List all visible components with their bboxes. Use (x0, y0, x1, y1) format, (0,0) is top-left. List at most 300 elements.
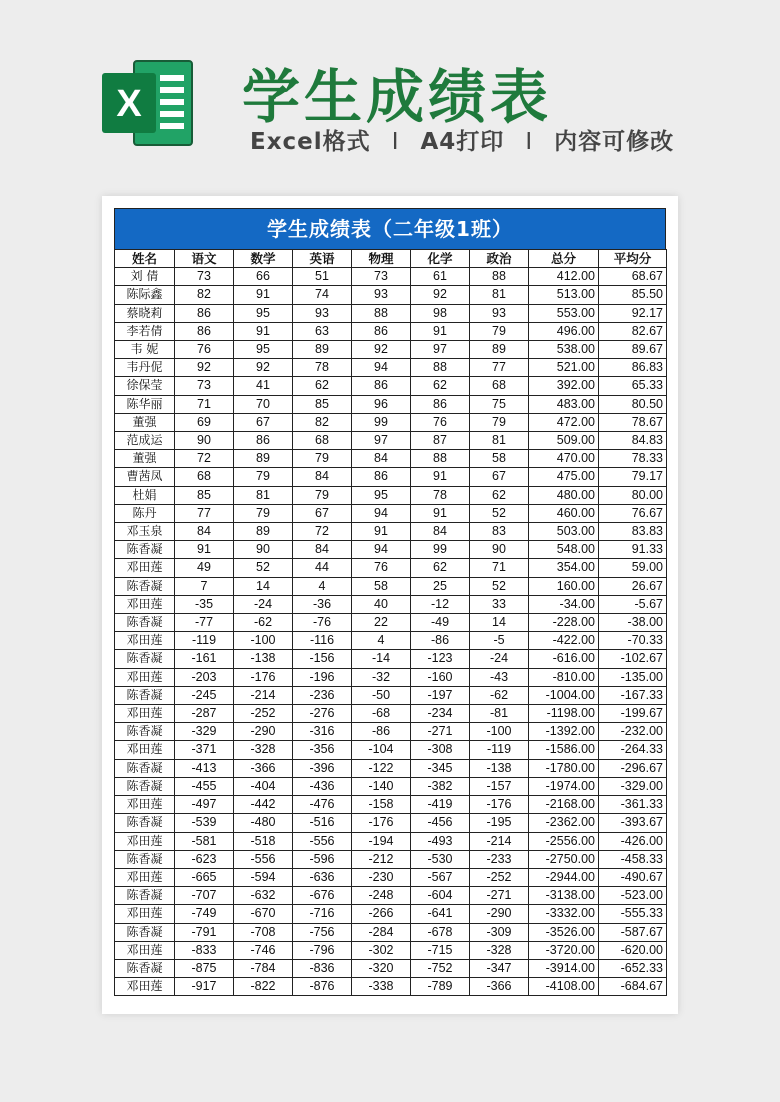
score-cell[interactable]: -316 (293, 723, 352, 741)
score-cell[interactable]: 51 (293, 268, 352, 286)
score-cell[interactable]: 62 (411, 377, 470, 395)
student-name-cell[interactable]: 邓田莲 (115, 668, 175, 686)
score-cell[interactable]: 82 (293, 413, 352, 431)
score-cell[interactable]: -86 (352, 723, 411, 741)
score-cell[interactable]: -140 (352, 777, 411, 795)
score-cell[interactable]: -68 (352, 705, 411, 723)
score-cell[interactable]: 86 (352, 322, 411, 340)
score-cell[interactable]: 80.00 (599, 486, 667, 504)
score-cell[interactable]: 84 (175, 523, 234, 541)
score-cell[interactable]: 475.00 (529, 468, 599, 486)
score-cell[interactable]: 33 (470, 595, 529, 613)
score-cell[interactable]: 96 (352, 395, 411, 413)
score-cell[interactable]: 94 (352, 359, 411, 377)
score-cell[interactable]: 553.00 (529, 304, 599, 322)
student-name-cell[interactable]: 陈香凝 (115, 814, 175, 832)
score-cell[interactable]: 73 (352, 268, 411, 286)
score-cell[interactable]: -393.67 (599, 814, 667, 832)
score-cell[interactable]: -3526.00 (529, 923, 599, 941)
score-cell[interactable]: -1974.00 (529, 777, 599, 795)
score-cell[interactable]: 99 (352, 413, 411, 431)
score-cell[interactable]: -2750.00 (529, 850, 599, 868)
score-cell[interactable]: 94 (352, 541, 411, 559)
score-cell[interactable]: 90 (470, 541, 529, 559)
score-cell[interactable]: -708 (234, 923, 293, 941)
student-name-cell[interactable]: 陈香凝 (115, 541, 175, 559)
score-cell[interactable]: 58 (470, 450, 529, 468)
score-cell[interactable]: -652.33 (599, 959, 667, 977)
score-cell[interactable]: -2556.00 (529, 832, 599, 850)
score-cell[interactable]: -197 (411, 686, 470, 704)
score-cell[interactable]: -1780.00 (529, 759, 599, 777)
score-cell[interactable]: 76.67 (599, 504, 667, 522)
score-cell[interactable]: 79 (293, 450, 352, 468)
score-cell[interactable]: -715 (411, 941, 470, 959)
score-cell[interactable]: 77 (175, 504, 234, 522)
score-cell[interactable]: -233 (470, 850, 529, 868)
score-cell[interactable]: 91 (234, 286, 293, 304)
score-cell[interactable]: 392.00 (529, 377, 599, 395)
score-cell[interactable]: 98 (411, 304, 470, 322)
student-name-cell[interactable]: 邓田莲 (115, 868, 175, 886)
score-cell[interactable]: 73 (175, 268, 234, 286)
score-cell[interactable]: -12 (411, 595, 470, 613)
score-cell[interactable]: -287 (175, 705, 234, 723)
student-name-cell[interactable]: 陈华丽 (115, 395, 175, 413)
score-cell[interactable]: 89 (293, 341, 352, 359)
score-cell[interactable]: 52 (234, 559, 293, 577)
score-cell[interactable]: -480 (234, 814, 293, 832)
score-cell[interactable]: -436 (293, 777, 352, 795)
student-name-cell[interactable]: 邓田莲 (115, 905, 175, 923)
score-cell[interactable]: -245 (175, 686, 234, 704)
score-cell[interactable]: 99 (411, 541, 470, 559)
score-cell[interactable]: -264.33 (599, 741, 667, 759)
score-cell[interactable]: -100 (234, 632, 293, 650)
score-cell[interactable]: 89 (234, 450, 293, 468)
score-cell[interactable]: -50 (352, 686, 411, 704)
score-cell[interactable]: -116 (293, 632, 352, 650)
student-name-cell[interactable]: 陈丹 (115, 504, 175, 522)
score-cell[interactable]: -160 (411, 668, 470, 686)
score-cell[interactable]: 95 (352, 486, 411, 504)
score-cell[interactable]: 81 (470, 286, 529, 304)
student-name-cell[interactable]: 刘 倩 (115, 268, 175, 286)
score-cell[interactable]: -38.00 (599, 614, 667, 632)
score-cell[interactable]: -329.00 (599, 777, 667, 795)
score-cell[interactable]: -234 (411, 705, 470, 723)
score-cell[interactable]: 81 (470, 432, 529, 450)
score-cell[interactable]: -587.67 (599, 923, 667, 941)
score-cell[interactable]: 14 (470, 614, 529, 632)
score-cell[interactable]: -70.33 (599, 632, 667, 650)
score-cell[interactable]: -917 (175, 978, 234, 996)
student-name-cell[interactable]: 邓田莲 (115, 559, 175, 577)
score-cell[interactable]: 93 (352, 286, 411, 304)
score-cell[interactable]: 83.83 (599, 523, 667, 541)
score-cell[interactable]: 86 (234, 432, 293, 450)
score-cell[interactable]: -1586.00 (529, 741, 599, 759)
score-cell[interactable]: -135.00 (599, 668, 667, 686)
score-cell[interactable]: 87 (411, 432, 470, 450)
student-name-cell[interactable]: 李若倩 (115, 322, 175, 340)
score-cell[interactable]: -382 (411, 777, 470, 795)
score-cell[interactable]: 94 (352, 504, 411, 522)
student-name-cell[interactable]: 邓田莲 (115, 796, 175, 814)
score-cell[interactable]: -195 (470, 814, 529, 832)
score-cell[interactable]: 49 (175, 559, 234, 577)
score-cell[interactable]: 86 (175, 322, 234, 340)
score-cell[interactable]: 73 (175, 377, 234, 395)
score-cell[interactable]: 412.00 (529, 268, 599, 286)
score-cell[interactable]: -670 (234, 905, 293, 923)
score-cell[interactable]: -456 (411, 814, 470, 832)
score-cell[interactable]: -366 (470, 978, 529, 996)
score-cell[interactable]: 84 (293, 541, 352, 559)
score-cell[interactable]: -345 (411, 759, 470, 777)
score-cell[interactable]: 81 (234, 486, 293, 504)
score-cell[interactable]: 496.00 (529, 322, 599, 340)
score-cell[interactable]: -632 (234, 887, 293, 905)
score-cell[interactable]: -176 (470, 796, 529, 814)
score-cell[interactable]: 79 (470, 322, 529, 340)
student-name-cell[interactable]: 陈香凝 (115, 614, 175, 632)
score-cell[interactable]: 63 (293, 322, 352, 340)
score-cell[interactable]: 86.83 (599, 359, 667, 377)
score-cell[interactable]: -641 (411, 905, 470, 923)
score-cell[interactable]: -458.33 (599, 850, 667, 868)
score-cell[interactable]: -676 (293, 887, 352, 905)
score-cell[interactable]: 7 (175, 577, 234, 595)
score-cell[interactable]: 67 (293, 504, 352, 522)
score-cell[interactable]: 97 (411, 341, 470, 359)
score-cell[interactable]: -875 (175, 959, 234, 977)
score-cell[interactable]: 79 (234, 504, 293, 522)
student-name-cell[interactable]: 蔡晓莉 (115, 304, 175, 322)
student-name-cell[interactable]: 邓玉泉 (115, 523, 175, 541)
score-cell[interactable]: -77 (175, 614, 234, 632)
score-cell[interactable]: -62 (470, 686, 529, 704)
score-cell[interactable]: -14 (352, 650, 411, 668)
score-cell[interactable]: 83 (470, 523, 529, 541)
score-cell[interactable]: -232.00 (599, 723, 667, 741)
score-cell[interactable]: 68.67 (599, 268, 667, 286)
score-cell[interactable]: -302 (352, 941, 411, 959)
score-cell[interactable]: 91 (411, 468, 470, 486)
student-name-cell[interactable]: 范成运 (115, 432, 175, 450)
student-name-cell[interactable]: 陈香凝 (115, 723, 175, 741)
score-cell[interactable]: 92.17 (599, 304, 667, 322)
score-cell[interactable]: -24 (470, 650, 529, 668)
score-cell[interactable]: 93 (293, 304, 352, 322)
score-cell[interactable]: -119 (175, 632, 234, 650)
score-cell[interactable]: -228.00 (529, 614, 599, 632)
score-cell[interactable]: 77 (470, 359, 529, 377)
score-cell[interactable]: 84 (411, 523, 470, 541)
score-cell[interactable]: 92 (175, 359, 234, 377)
score-cell[interactable]: -366 (234, 759, 293, 777)
score-cell[interactable]: -523.00 (599, 887, 667, 905)
score-cell[interactable]: 91 (352, 523, 411, 541)
student-name-cell[interactable]: 杜娟 (115, 486, 175, 504)
score-cell[interactable]: 91.33 (599, 541, 667, 559)
score-cell[interactable]: -716 (293, 905, 352, 923)
score-cell[interactable]: -196 (293, 668, 352, 686)
score-cell[interactable]: -157 (470, 777, 529, 795)
score-cell[interactable]: 91 (411, 322, 470, 340)
score-cell[interactable]: 79 (234, 468, 293, 486)
score-cell[interactable]: 88 (352, 304, 411, 322)
score-cell[interactable]: 85 (175, 486, 234, 504)
score-cell[interactable]: -678 (411, 923, 470, 941)
score-cell[interactable]: 472.00 (529, 413, 599, 431)
score-cell[interactable]: 41 (234, 377, 293, 395)
score-cell[interactable]: 78.33 (599, 450, 667, 468)
score-cell[interactable]: -138 (470, 759, 529, 777)
score-cell[interactable]: -328 (234, 741, 293, 759)
score-cell[interactable]: 69 (175, 413, 234, 431)
score-cell[interactable]: 62 (293, 377, 352, 395)
score-cell[interactable]: -746 (234, 941, 293, 959)
student-name-cell[interactable]: 陈香凝 (115, 887, 175, 905)
score-cell[interactable]: -665 (175, 868, 234, 886)
score-cell[interactable]: -426.00 (599, 832, 667, 850)
score-cell[interactable]: -684.67 (599, 978, 667, 996)
student-name-cell[interactable]: 陈际鑫 (115, 286, 175, 304)
score-cell[interactable]: -100 (470, 723, 529, 741)
score-cell[interactable]: -176 (234, 668, 293, 686)
score-cell[interactable]: -518 (234, 832, 293, 850)
score-cell[interactable]: -530 (411, 850, 470, 868)
score-cell[interactable]: 71 (175, 395, 234, 413)
score-cell[interactable]: 62 (470, 486, 529, 504)
score-cell[interactable]: -1392.00 (529, 723, 599, 741)
score-cell[interactable]: -3332.00 (529, 905, 599, 923)
score-cell[interactable]: 71 (470, 559, 529, 577)
score-cell[interactable]: -707 (175, 887, 234, 905)
score-cell[interactable]: -212 (352, 850, 411, 868)
student-name-cell[interactable]: 陈香凝 (115, 923, 175, 941)
score-cell[interactable]: -266 (352, 905, 411, 923)
score-cell[interactable]: 513.00 (529, 286, 599, 304)
score-cell[interactable]: -296.67 (599, 759, 667, 777)
score-cell[interactable]: 80.50 (599, 395, 667, 413)
score-cell[interactable]: 84 (293, 468, 352, 486)
score-cell[interactable]: -271 (411, 723, 470, 741)
score-cell[interactable]: -594 (234, 868, 293, 886)
score-cell[interactable]: -248 (352, 887, 411, 905)
score-cell[interactable]: -493 (411, 832, 470, 850)
score-cell[interactable]: -5.67 (599, 595, 667, 613)
score-cell[interactable]: -556 (234, 850, 293, 868)
score-cell[interactable]: -199.67 (599, 705, 667, 723)
score-cell[interactable]: -752 (411, 959, 470, 977)
score-cell[interactable]: -789 (411, 978, 470, 996)
student-name-cell[interactable]: 董强 (115, 450, 175, 468)
score-cell[interactable]: -5 (470, 632, 529, 650)
score-cell[interactable]: -636 (293, 868, 352, 886)
student-name-cell[interactable]: 陈香凝 (115, 686, 175, 704)
score-cell[interactable]: -43 (470, 668, 529, 686)
score-cell[interactable]: 79.17 (599, 468, 667, 486)
score-cell[interactable]: -455 (175, 777, 234, 795)
score-cell[interactable]: -2362.00 (529, 814, 599, 832)
score-cell[interactable]: 62 (411, 559, 470, 577)
score-cell[interactable]: -3914.00 (529, 959, 599, 977)
score-cell[interactable]: 58 (352, 577, 411, 595)
score-cell[interactable]: -309 (470, 923, 529, 941)
student-name-cell[interactable]: 陈香凝 (115, 650, 175, 668)
score-cell[interactable]: -623 (175, 850, 234, 868)
score-cell[interactable]: 503.00 (529, 523, 599, 541)
score-cell[interactable]: 160.00 (529, 577, 599, 595)
score-cell[interactable]: -123 (411, 650, 470, 668)
score-cell[interactable]: 40 (352, 595, 411, 613)
score-cell[interactable]: 70 (234, 395, 293, 413)
student-name-cell[interactable]: 陈香凝 (115, 777, 175, 795)
score-cell[interactable]: 91 (234, 322, 293, 340)
score-cell[interactable]: -4108.00 (529, 978, 599, 996)
score-cell[interactable]: 75 (470, 395, 529, 413)
score-cell[interactable]: 89 (234, 523, 293, 541)
score-cell[interactable]: 86 (175, 304, 234, 322)
score-cell[interactable]: 84.83 (599, 432, 667, 450)
score-cell[interactable]: -2168.00 (529, 796, 599, 814)
score-cell[interactable]: 92 (234, 359, 293, 377)
score-cell[interactable]: -419 (411, 796, 470, 814)
score-cell[interactable]: 72 (175, 450, 234, 468)
score-cell[interactable]: -176 (352, 814, 411, 832)
student-name-cell[interactable]: 曹茜凤 (115, 468, 175, 486)
score-cell[interactable]: 25 (411, 577, 470, 595)
student-name-cell[interactable]: 董强 (115, 413, 175, 431)
score-cell[interactable]: 82.67 (599, 322, 667, 340)
score-cell[interactable]: -604 (411, 887, 470, 905)
score-cell[interactable]: -756 (293, 923, 352, 941)
score-cell[interactable]: 88 (470, 268, 529, 286)
score-cell[interactable]: -749 (175, 905, 234, 923)
score-cell[interactable]: 4 (352, 632, 411, 650)
score-cell[interactable]: -784 (234, 959, 293, 977)
score-cell[interactable]: -822 (234, 978, 293, 996)
score-cell[interactable]: -320 (352, 959, 411, 977)
score-cell[interactable]: -796 (293, 941, 352, 959)
score-cell[interactable]: -86 (411, 632, 470, 650)
score-cell[interactable]: 68 (175, 468, 234, 486)
score-cell[interactable]: -119 (470, 741, 529, 759)
score-cell[interactable]: -371 (175, 741, 234, 759)
score-cell[interactable]: -290 (234, 723, 293, 741)
score-cell[interactable]: -1004.00 (529, 686, 599, 704)
score-cell[interactable]: -230 (352, 868, 411, 886)
score-cell[interactable]: -36 (293, 595, 352, 613)
student-name-cell[interactable]: 韦丹伲 (115, 359, 175, 377)
score-cell[interactable]: 470.00 (529, 450, 599, 468)
score-cell[interactable]: 76 (175, 341, 234, 359)
score-cell[interactable]: -76 (293, 614, 352, 632)
score-cell[interactable]: 22 (352, 614, 411, 632)
score-cell[interactable]: 521.00 (529, 359, 599, 377)
score-cell[interactable]: -539 (175, 814, 234, 832)
student-name-cell[interactable]: 邓田莲 (115, 632, 175, 650)
score-cell[interactable]: 88 (411, 450, 470, 468)
score-cell[interactable]: -581 (175, 832, 234, 850)
score-cell[interactable]: -34.00 (529, 595, 599, 613)
score-cell[interactable]: -156 (293, 650, 352, 668)
score-cell[interactable]: 95 (234, 341, 293, 359)
score-cell[interactable]: 93 (470, 304, 529, 322)
score-cell[interactable]: 76 (352, 559, 411, 577)
score-cell[interactable]: 483.00 (529, 395, 599, 413)
score-cell[interactable]: -476 (293, 796, 352, 814)
score-cell[interactable]: -2944.00 (529, 868, 599, 886)
score-cell[interactable]: 354.00 (529, 559, 599, 577)
score-cell[interactable]: -490.67 (599, 868, 667, 886)
score-cell[interactable]: -516 (293, 814, 352, 832)
score-cell[interactable]: -194 (352, 832, 411, 850)
score-cell[interactable]: -404 (234, 777, 293, 795)
score-cell[interactable]: -596 (293, 850, 352, 868)
score-cell[interactable]: -236 (293, 686, 352, 704)
student-name-cell[interactable]: 陈香凝 (115, 850, 175, 868)
score-cell[interactable]: 79 (293, 486, 352, 504)
score-cell[interactable]: -3138.00 (529, 887, 599, 905)
score-cell[interactable]: -252 (470, 868, 529, 886)
score-cell[interactable]: -361.33 (599, 796, 667, 814)
score-cell[interactable]: 91 (411, 504, 470, 522)
score-cell[interactable]: 509.00 (529, 432, 599, 450)
score-cell[interactable]: 52 (470, 504, 529, 522)
score-cell[interactable]: 92 (352, 341, 411, 359)
score-cell[interactable]: 86 (352, 377, 411, 395)
score-cell[interactable]: -24 (234, 595, 293, 613)
score-cell[interactable]: 538.00 (529, 341, 599, 359)
score-cell[interactable]: -497 (175, 796, 234, 814)
score-cell[interactable]: -102.67 (599, 650, 667, 668)
score-cell[interactable]: 76 (411, 413, 470, 431)
score-cell[interactable]: -271 (470, 887, 529, 905)
score-cell[interactable]: -329 (175, 723, 234, 741)
score-cell[interactable]: -876 (293, 978, 352, 996)
score-cell[interactable]: 548.00 (529, 541, 599, 559)
score-cell[interactable]: -308 (411, 741, 470, 759)
score-cell[interactable]: -555.33 (599, 905, 667, 923)
score-cell[interactable]: -138 (234, 650, 293, 668)
score-cell[interactable]: 86 (352, 468, 411, 486)
score-cell[interactable]: -158 (352, 796, 411, 814)
score-cell[interactable]: 67 (234, 413, 293, 431)
score-cell[interactable]: -567 (411, 868, 470, 886)
score-cell[interactable]: 14 (234, 577, 293, 595)
score-cell[interactable]: -442 (234, 796, 293, 814)
score-cell[interactable]: 480.00 (529, 486, 599, 504)
score-cell[interactable]: 61 (411, 268, 470, 286)
score-cell[interactable]: 88 (411, 359, 470, 377)
score-cell[interactable]: -791 (175, 923, 234, 941)
score-cell[interactable]: -620.00 (599, 941, 667, 959)
score-cell[interactable]: -833 (175, 941, 234, 959)
score-cell[interactable]: -347 (470, 959, 529, 977)
score-cell[interactable]: 89 (470, 341, 529, 359)
score-cell[interactable]: 78.67 (599, 413, 667, 431)
score-cell[interactable]: 79 (470, 413, 529, 431)
score-cell[interactable]: 4 (293, 577, 352, 595)
score-cell[interactable]: 68 (293, 432, 352, 450)
score-cell[interactable]: 78 (411, 486, 470, 504)
student-name-cell[interactable]: 邓田莲 (115, 705, 175, 723)
student-name-cell[interactable]: 韦 妮 (115, 341, 175, 359)
student-name-cell[interactable]: 邓田莲 (115, 741, 175, 759)
